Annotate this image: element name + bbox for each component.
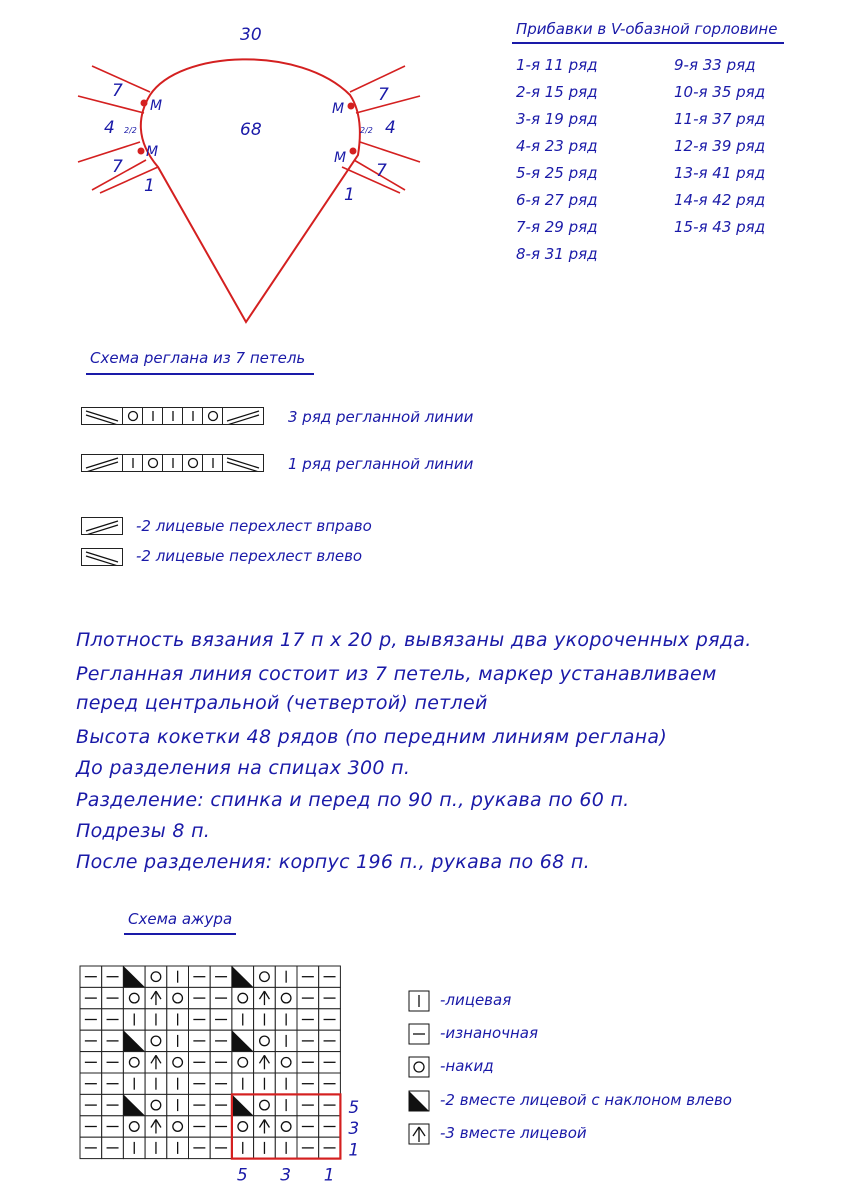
lace-cell — [232, 1052, 254, 1073]
fraction-label: 2/2 — [124, 126, 137, 135]
neck-row: 13-я 41 ряд — [674, 164, 766, 182]
row-number: 1 — [348, 1140, 360, 1161]
lace-cell — [167, 987, 189, 1008]
lace-cell — [254, 1030, 276, 1051]
k2tog-legend-label: -2 вместе лицевой с наклоном влево — [440, 1091, 732, 1109]
lace-title-underline — [124, 933, 236, 935]
cross-right-legend-symbol — [81, 517, 123, 535]
neck-row: 2-я 15 ряд — [516, 83, 598, 101]
neck-row: 3-я 19 ряд — [516, 110, 598, 128]
yoke-center-label: 68 — [240, 120, 262, 140]
lace-cell — [145, 966, 167, 987]
note-line: Регланная линия состоит из 7 петель, маркер устанавливаем — [76, 663, 717, 685]
left-ray-2 — [78, 96, 144, 113]
neck-increases-title: Прибавки в V-обазной горловине — [516, 20, 778, 38]
marker-label: M — [332, 101, 345, 117]
neck-row: 14-я 42 ряд — [674, 191, 766, 209]
lace-cell — [145, 1030, 167, 1051]
note-line: Разделение: спинка и перед по 90 п., рукава по 60 п. — [76, 789, 630, 811]
lace-cell — [275, 1052, 297, 1073]
yo-cell — [183, 455, 203, 471]
marker-label: M — [146, 144, 159, 160]
right-ray-3 — [360, 142, 420, 162]
raglan-row-3 — [81, 407, 264, 425]
marker-dot — [141, 100, 148, 107]
neck-row: 6-я 27 ряд — [516, 191, 598, 209]
cross-left-cell — [82, 408, 123, 424]
lace-cell — [123, 1052, 145, 1073]
yoke-top-label: 30 — [240, 25, 262, 45]
neck-col-1 — [516, 56, 598, 272]
knit-cell — [203, 455, 223, 471]
row-number: 5 — [348, 1097, 360, 1118]
right-label: 4 — [385, 118, 396, 138]
purl-legend-icon — [408, 1023, 430, 1045]
neck-row: 4-я 23 ряд — [516, 137, 598, 155]
neck-row: 8-я 31 ряд — [516, 245, 598, 263]
knit-legend-label: -лицевая — [440, 991, 512, 1009]
marker-dot — [350, 148, 357, 155]
cross-left-cell — [223, 455, 263, 471]
knit-cell — [123, 455, 143, 471]
col-number: 3 — [280, 1165, 292, 1186]
right-label: 7 — [378, 85, 389, 105]
neck-row: 9-я 33 ряд — [674, 56, 756, 74]
right-label: 1 — [344, 185, 355, 205]
knit-cell — [163, 455, 183, 471]
cross-right-cell — [223, 408, 263, 424]
fraction-label: 2/2 — [360, 126, 373, 135]
lace-title: Схема ажура — [128, 910, 233, 928]
cross-left-legend-symbol — [81, 548, 123, 566]
note-line: До разделения на спицах 300 п. — [76, 757, 411, 779]
knit-legend-icon — [408, 990, 430, 1012]
lace-cell — [123, 987, 145, 1008]
marker-dot — [138, 148, 145, 155]
neck-row: 11-я 37 ряд — [674, 110, 766, 128]
cross-left-label: -2 лицевые перехлест влево — [136, 547, 363, 565]
col-number: 1 — [323, 1165, 335, 1186]
neck-row: 5-я 25 ряд — [516, 164, 598, 182]
cross-right-cell — [82, 455, 123, 471]
k2tog-legend-icon — [408, 1090, 430, 1112]
marker-dot — [348, 103, 355, 110]
left-label: 7 — [112, 157, 123, 177]
lace-cell — [275, 1116, 297, 1137]
raglan-row3-label: 3 ряд регланной линии — [288, 408, 474, 426]
note-line: Подрезы 8 п. — [76, 820, 211, 842]
lace-cell — [232, 987, 254, 1008]
raglan-title-underline — [86, 373, 314, 375]
neck-title-underline — [512, 42, 784, 44]
left-label: 1 — [144, 176, 155, 196]
note-line: Плотность вязания 17 п х 20 р, вывязаны два укороченных ряда. — [76, 629, 752, 651]
k3tog-legend-icon — [408, 1123, 430, 1145]
raglan-row1-label: 1 ряд регланной линии — [288, 455, 474, 473]
yo-cell — [123, 408, 143, 424]
knit-cell — [183, 408, 203, 424]
lace-cell — [167, 1116, 189, 1137]
left-label: 4 — [104, 118, 115, 138]
neck-col-2 — [674, 56, 765, 245]
lace-cell — [254, 966, 276, 987]
left-ray-3 — [78, 142, 140, 162]
left-label: 7 — [112, 81, 123, 101]
purl-legend-label: -изнаночная — [440, 1024, 539, 1042]
lace-cell — [167, 1052, 189, 1073]
marker-label: M — [150, 98, 163, 114]
raglan-title: Схема реглана из 7 петель — [90, 349, 306, 367]
knit-cell — [143, 408, 163, 424]
raglan-row-1 — [81, 454, 264, 472]
lace-chart — [70, 960, 370, 1190]
knit-cell — [163, 408, 183, 424]
neck-row: 10-я 35 ряд — [674, 83, 766, 101]
row-number: 3 — [348, 1119, 360, 1140]
marker-label: M — [334, 150, 347, 166]
lace-cell — [254, 1094, 276, 1115]
lace-cell — [232, 1116, 254, 1137]
note-line: перед центральной (четвертой) петлей — [76, 692, 488, 714]
neck-row: 15-я 43 ряд — [674, 218, 766, 236]
yo-legend-icon — [408, 1056, 430, 1078]
yoke-diagram — [60, 10, 480, 350]
cross-right-label: -2 лицевые перехлест вправо — [136, 517, 372, 535]
col-number: 5 — [236, 1165, 248, 1186]
yo-cell — [203, 408, 223, 424]
neck-row: 12-я 39 ряд — [674, 137, 766, 155]
note-line: После разделения: корпус 196 п., рукава по 68 п. — [76, 851, 590, 873]
k3tog-legend-label: -3 вместе лицевой — [440, 1124, 587, 1142]
lace-cell — [145, 1094, 167, 1115]
neck-row: 7-я 29 ряд — [516, 218, 598, 236]
neck-row: 1-я 11 ряд — [516, 56, 598, 74]
yoke-outline — [141, 59, 360, 322]
yo-legend-label: -накид — [440, 1057, 494, 1075]
note-line: Высота кокетки 48 рядов (по передним линиям реглана) — [76, 726, 668, 748]
lace-cell — [123, 1116, 145, 1137]
lace-cell — [275, 987, 297, 1008]
cross-left-cell — [82, 549, 122, 565]
yo-cell — [143, 455, 163, 471]
right-label: 7 — [376, 161, 387, 181]
cross-right-cell — [82, 518, 122, 534]
